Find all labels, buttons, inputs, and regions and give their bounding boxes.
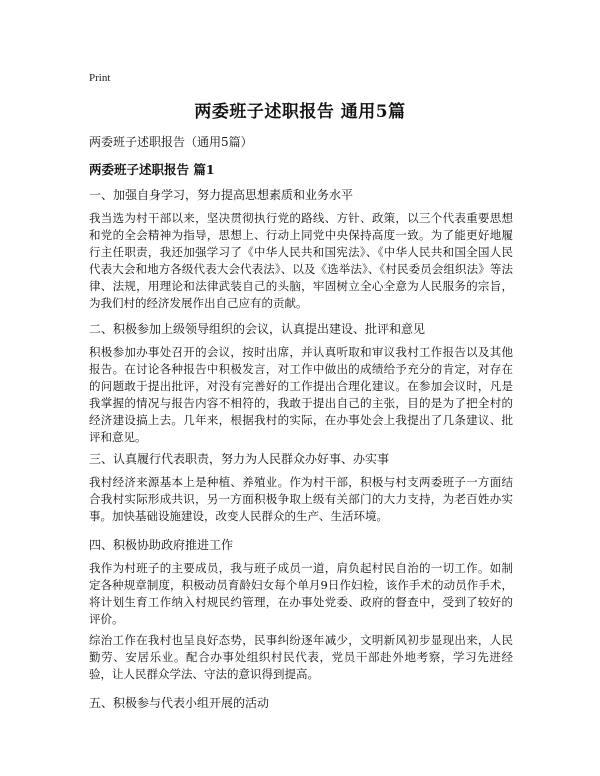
paragraph-3: 我村经济来源基本上是种植、养殖业。作为村干部，积极与村支两委班子一方面结合我村实际形成共识，另一方面积极争取上级有关部门的大力支持，为老百姓办实事。加快基础设施建设，改变人民群众的生产、生活环境。	[89, 475, 513, 523]
paragraph-2: 积极参加办事处召开的会议，按时出席，并认真听取和审议我村工作报告以及其他报告。在讨论各种报告中积极发言，对工作中做出的成绩给予充分的肯定，对存在的问题敢于提出批评，对没有完善好的工作提出合理化建议。在参加会议时，凡是我掌握的情况与报告内容不相符的，我敢于提出自己的主张，目的是为了把全村的经济建设搞上去。几年来，根据我村的实际，在办事处会上我提出了几条建议、批评和意见。	[89, 345, 513, 444]
heading-4: 四、积极协助政府推进工作	[89, 538, 234, 552]
print-link[interactable]: Print	[89, 72, 111, 84]
paragraph-1: 我当选为村干部以来，坚决贯彻执行党的路线、方针、政策，以三个代表重要思想和党的全会精神为指导，思想上、行动上同党中央保持高度一致。为了能更好地履行主任职责，我还加强学习了《中华人民共和国宪法》、《中华人民共和国全国人民代表大会和地方各级代表大会代表法》、以及《选举法》、《村民委员会组织法》等法律、法规，用理论和法律武装自己的头脑，牢固树立全心全意为人民服务的宗旨，为我们村的经济发展作出自己应有的贡献。	[89, 211, 513, 310]
paragraph-4: 我作为村班子的主要成员，我与班子成员一道，肩负起村民自治的一切工作。如制定各种规章制度，积极动员育龄妇女每个单月9日作妇检，该作手术的动员作手术，将计划生育工作纳入村规民约管理，在办事处党委、政府的督查中，受到了较好的评价。	[89, 561, 513, 626]
section-title: 两委班子述职报告 篇1	[89, 162, 215, 177]
heading-2: 二、积极参加上级领导组织的会议，认真提出建设、批评和意见	[89, 322, 426, 336]
paragraph-5: 综治工作在我村也呈良好态势，民事纠纷逐年减少，文明新风初步显现出来，人民勤劳、安居乐业。配合办事处组织村民代表，党员干部赴外地考察，学习先进经验，让人民群众学法、守法的意识得到提高。	[89, 633, 513, 681]
heading-3: 三、认真履行代表职责，努力为人民群众办好事、办实事	[89, 452, 390, 466]
document-subtitle: 两委班子述职报告（通用5篇）	[89, 135, 253, 149]
heading-5: 五、积极参与代表小组开展的活动	[89, 696, 270, 710]
document-title: 两委班子述职报告 通用5篇	[194, 102, 406, 122]
heading-1: 一、加强自身学习，努力提高思想素质和业务水平	[89, 188, 354, 202]
